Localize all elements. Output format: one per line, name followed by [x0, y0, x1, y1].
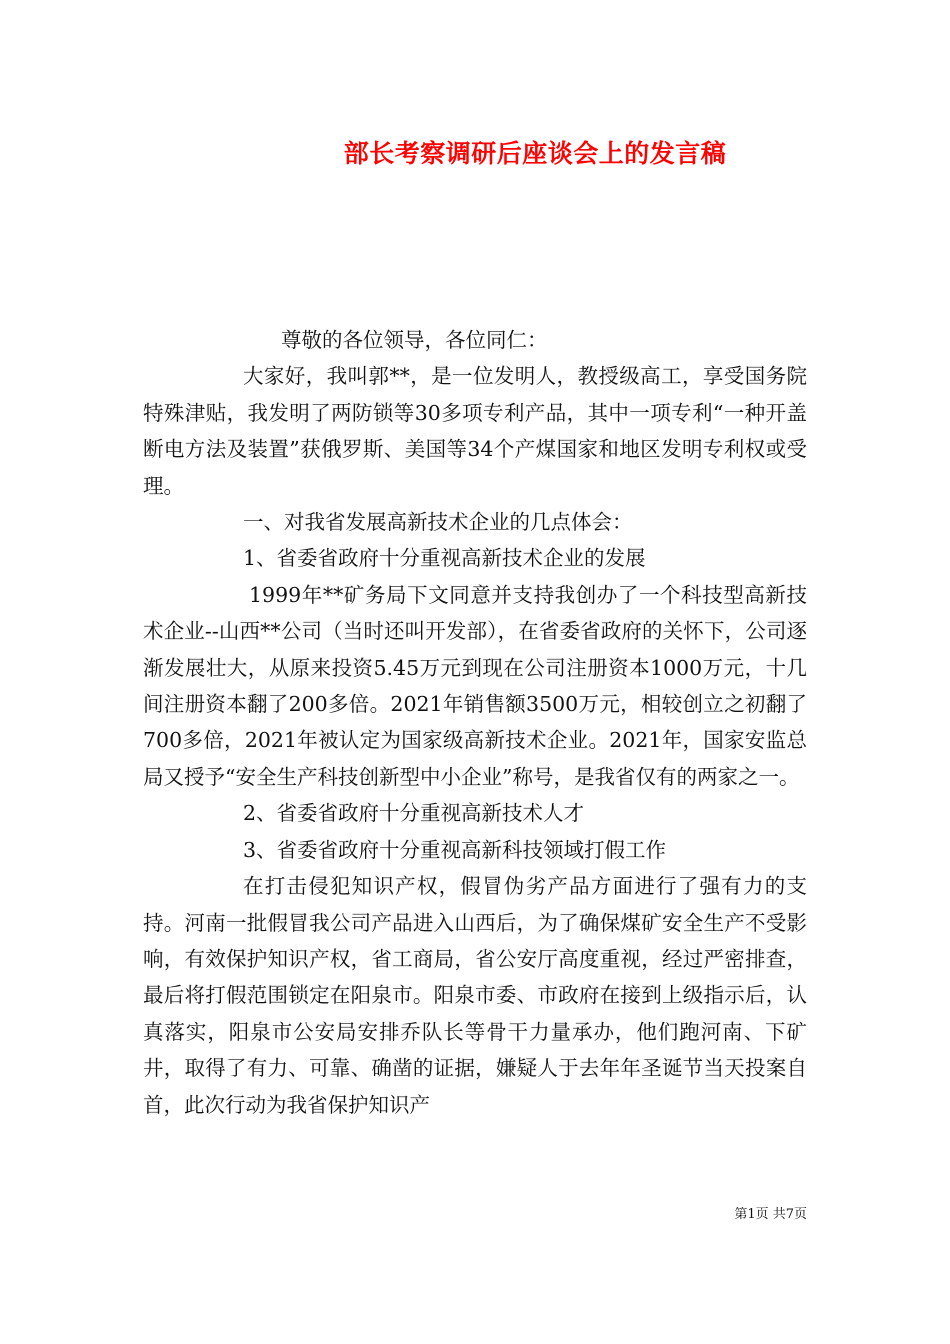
paragraph-company-history: 1999年**矿务局下文同意并支持我创办了一个科技型高新技术企业--山西**公司（当时还叫开发部），在省委省政府的关怀下，公司逐渐发展壮大，从原来投资5.45万元到现在公司注册资本1000万元，十几间注册资本翻了200多倍。2021年销售额3500万元，相较创立之初翻了700多倍，2021年被认定为国家级高新技术企业。2021年，国家安监总局又授予“安全生产科技创新型中小企业”称号，是我省仅有的两家之一。	[143, 582, 807, 789]
salutation: 尊敬的各位领导，各位同仁：	[281, 328, 548, 352]
subheading-2: 2、省委省政府十分重视高新技术人才	[243, 801, 585, 826]
page-number-footer: 第1页 共7页	[734, 1207, 807, 1222]
section-heading-1: 一、对我省发展高新技术企业的几点体会：	[243, 510, 633, 535]
page-title: 部长考察调研后座谈会上的发言稿	[343, 139, 727, 168]
paragraph-anti-counterfeit: 在打击侵犯知识产权，假冒伪劣产品方面进行了强有力的支持。河南一批假冒我公司产品进入山西后，为了确保煤矿安全生产不受影响，有效保护知识产权，省工商局，省公安厅高度重视，经过严密排查，最后将打假范围锁定在阳泉市。阳泉市委、市政府在接到上级指示后，认真落实，阳泉市公安局安排乔队长等骨干力量承办，他们跑河南、下矿井，取得了有力、可靠、确凿的证据，嫌疑人于去年年圣诞节当天投案自首，此次行动为我省保护知识产	[143, 874, 807, 1117]
subheading-1: 1、省委省政府十分重视高新技术企业的发展	[243, 546, 646, 571]
document-body	[143, 322, 807, 1123]
subheading-3: 3、省委省政府十分重视高新科技领域打假工作	[243, 837, 667, 862]
paragraph-intro: 大家好，我叫郭**，是一位发明人，教授级高工，享受国务院特殊津贴，我发明了两防锁等30多项专利产品，其中一项专利“一种开盖断电方法及装置”获俄罗斯、美国等34个产煤国家和地区发明专利权或受理。	[143, 364, 807, 498]
